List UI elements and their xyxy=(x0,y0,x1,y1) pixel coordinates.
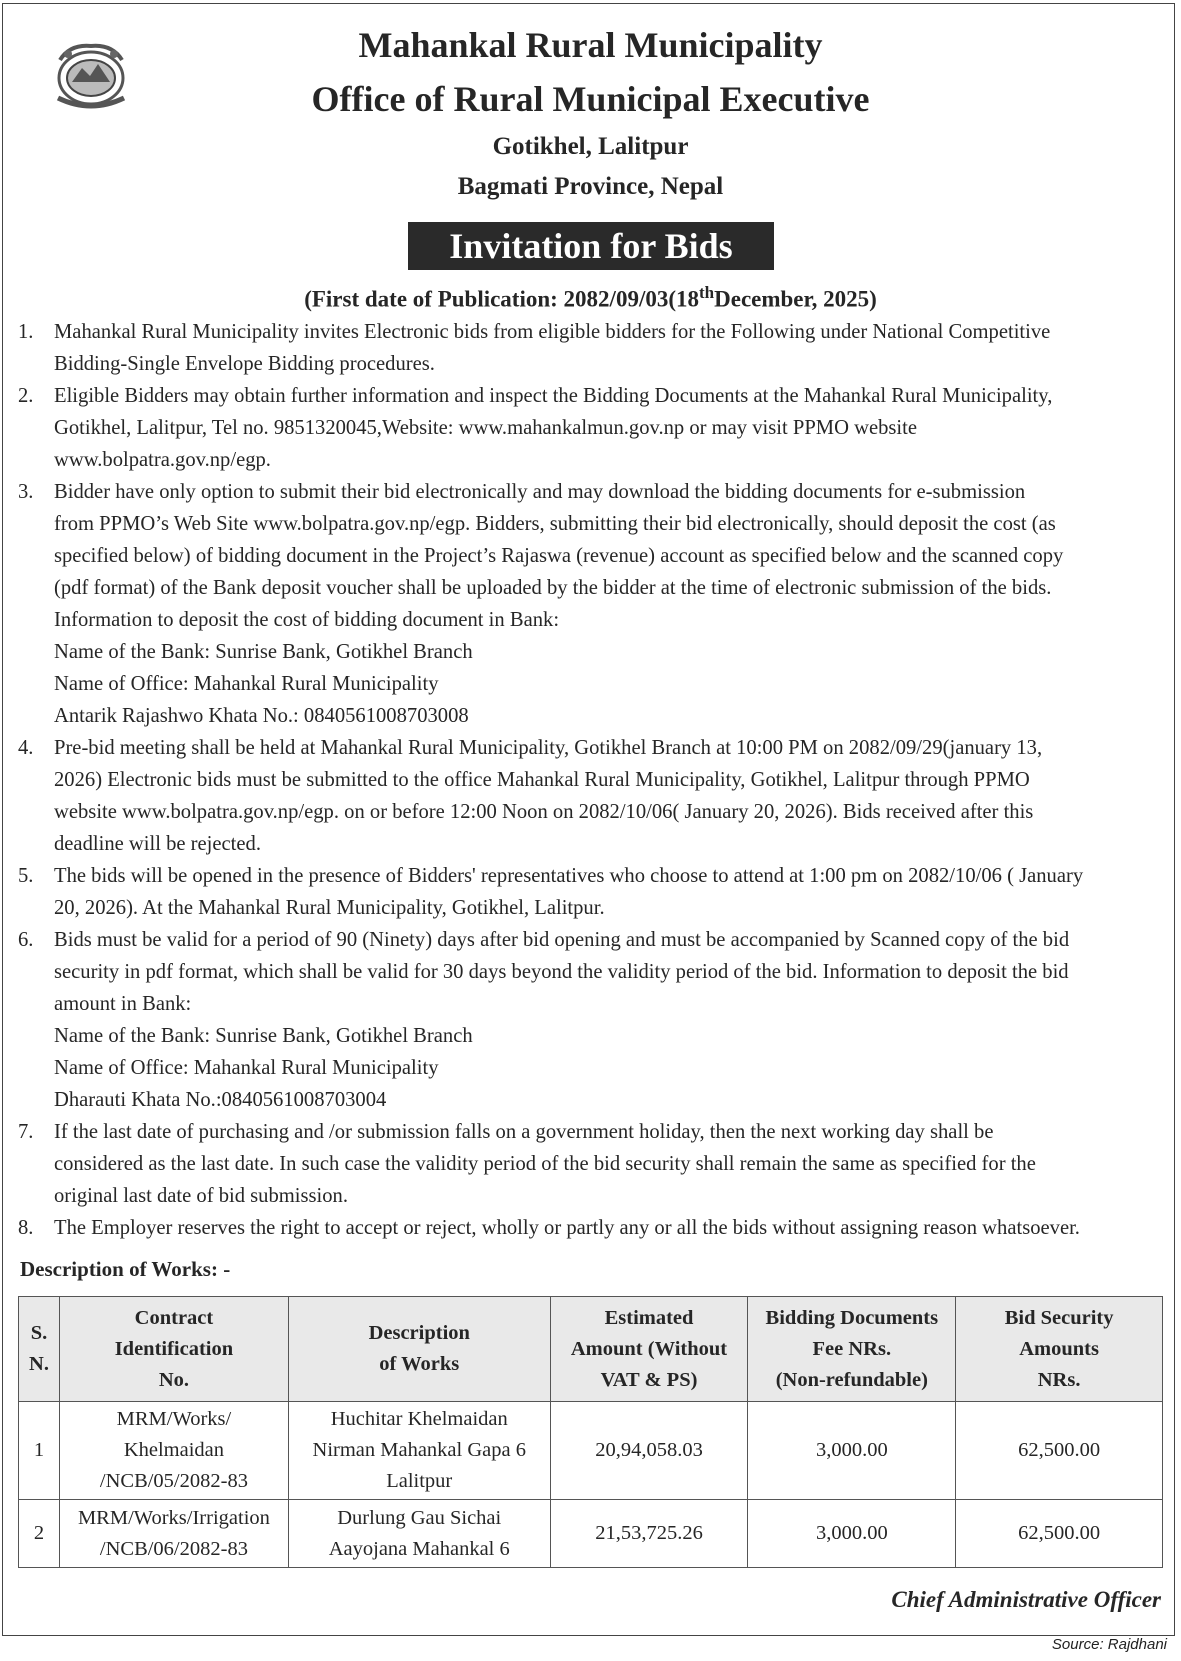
contract-id-cell-line: Khelmaidan xyxy=(123,1439,225,1461)
column-header-line: Identification xyxy=(114,1337,234,1360)
item-number: 6. xyxy=(18,929,34,951)
column-header-line: Description xyxy=(368,1322,470,1344)
list-item xyxy=(18,316,1163,380)
list-item xyxy=(18,1212,1163,1244)
column-header xyxy=(550,1297,748,1402)
estimated-amount-cell: 20,94,058.03 xyxy=(550,1402,748,1500)
item-line: If the last date of purchasing and /or submission falls on a government holiday, then the next working day shall be xyxy=(54,1121,994,1143)
item-line: amount in Bank: xyxy=(54,993,192,1015)
item-number: 1. xyxy=(18,321,34,343)
column-header xyxy=(59,1297,288,1402)
contract-id-cell-line: /NCB/05/2082-83 xyxy=(99,1470,248,1492)
description-cell xyxy=(288,1500,550,1568)
list-item xyxy=(18,380,1163,476)
item-line: Name of the Bank: Sunrise Bank, Gotikhel Branch xyxy=(54,1025,473,1047)
item-line: Bids must be valid for a period of 90 (Ninety) days after bid opening and must be accompanied by Scanned copy of the bid xyxy=(54,929,1070,951)
signatory-title: Chief Administrative Officer xyxy=(891,1587,1161,1612)
item-line: original last date of bid submission. xyxy=(54,1185,349,1207)
contract-id-cell xyxy=(59,1402,288,1500)
item-line: The bids will be opened in the presence of Bidders' representatives who choose to attend at 1:00 pm on 2082/10/06 ( January xyxy=(54,865,1084,887)
item-line: website www.bolpatra.gov.np/egp. on or before 12:00 Noon on 2082/10/06( January 20, 2026). Bids received after this xyxy=(54,801,1034,823)
notice-title-banner: Invitation for Bids xyxy=(408,222,774,270)
column-header xyxy=(956,1297,1163,1402)
column-header-line: Amounts xyxy=(1019,1337,1099,1360)
description-cell-line: Lalitpur xyxy=(386,1470,453,1492)
item-line: Name of Office: Mahankal Rural Municipality xyxy=(54,1057,439,1079)
item-line: Antarik Rajashwo Khata No.: 0840561008703008 xyxy=(54,705,469,727)
list-item xyxy=(18,476,1163,732)
item-line: from PPMO’s Web Site www.bolpatra.gov.np/egp. Bidders, submitting their bid electronically, should deposit the cost (as xyxy=(54,513,1056,535)
item-number: 2. xyxy=(18,385,34,407)
item-line: Mahankal Rural Municipality invites Electronic bids from eligible bidders for the Following under National Competitive xyxy=(54,321,1051,343)
source-credit: Source: Rajdhani xyxy=(1051,1636,1167,1653)
list-item xyxy=(18,732,1163,860)
estimated-amount-cell: 21,53,725.26 xyxy=(550,1500,748,1568)
item-line: The Employer reserves the right to accept or reject, wholly or partly any or all the bids without assigning reason whatsoever. xyxy=(54,1217,1080,1239)
item-line: www.bolpatra.gov.np/egp. xyxy=(54,449,271,471)
item-line: security in pdf format, which shall be valid for 30 days beyond the validity period of the bid. Information to deposit the bid xyxy=(54,961,1069,983)
works-heading: Description of Works: - xyxy=(20,1257,231,1281)
address-line-2: Bagmati Province, Nepal xyxy=(457,173,724,200)
column-header-line: Fee NRs. xyxy=(812,1337,892,1360)
column-header-line: NRs. xyxy=(1037,1368,1081,1391)
list-item xyxy=(18,1116,1163,1212)
item-line: specified below) of bidding document in the Project’s Rajaswa (revenue) account as specified below and the scanned copy xyxy=(54,545,1064,567)
item-line: Pre-bid meeting shall be held at Mahankal Rural Municipality, Gotikhel Branch at 10:00 PM on 2082/09/29(january 13, xyxy=(54,737,1043,759)
item-line: Eligible Bidders may obtain further information and inspect the Bidding Documents at the Mahankal Rural Municipality, xyxy=(54,385,1053,407)
description-cell-line: Nirman Mahankal Gapa 6 xyxy=(312,1439,526,1461)
serial-number-cell: 1 xyxy=(19,1402,60,1500)
item-number: 4. xyxy=(18,737,34,759)
table-row xyxy=(19,1500,1163,1568)
document-fee-cell: 3,000.00 xyxy=(748,1402,956,1500)
column-header-line: Bidding Documents xyxy=(765,1306,939,1329)
description-cell xyxy=(288,1402,550,1500)
column-header-line: (Non-refundable) xyxy=(775,1368,928,1391)
item-number: 7. xyxy=(18,1121,34,1143)
item-line: considered as the last date. In such case the validity period of the bid security shall remain the same as specified for the xyxy=(54,1153,1036,1175)
item-line: Information to deposit the cost of bidding document in Bank: xyxy=(54,609,560,631)
column-header xyxy=(288,1297,550,1402)
column-header-line: No. xyxy=(158,1368,190,1391)
column-header-line: Amount (Without xyxy=(570,1337,728,1360)
table-header-row xyxy=(19,1297,1163,1402)
description-cell-line: Durlung Gau Sichai xyxy=(337,1506,502,1529)
item-line: Bidder have only option to submit their bid electronically and may download the bidding documents for e-submission xyxy=(54,481,1026,503)
column-header-line: VAT & PS) xyxy=(600,1368,698,1391)
column-header-line: Contract xyxy=(134,1306,214,1329)
contract-id-cell xyxy=(59,1500,288,1568)
works-table xyxy=(18,1296,1163,1568)
item-number: 5. xyxy=(18,865,34,887)
office-title: Office of Rural Municipal Executive xyxy=(311,79,870,119)
column-header xyxy=(748,1297,956,1402)
bid-security-cell: 62,500.00 xyxy=(956,1500,1163,1568)
item-line: Gotikhel, Lalitpur, Tel no. 9851320045,Website: www.mahankalmun.gov.np or may visit PPMO website xyxy=(54,417,918,439)
item-number: 8. xyxy=(18,1217,34,1239)
item-number: 3. xyxy=(18,481,34,503)
document-fee-cell: 3,000.00 xyxy=(748,1500,956,1568)
contract-id-cell-line: MRM/Works/Irrigation xyxy=(77,1506,270,1529)
contract-id-cell-line: MRM/Works/ xyxy=(116,1408,232,1430)
notice-items xyxy=(18,316,1163,1244)
item-line: Bidding-Single Envelope Bidding procedures. xyxy=(54,353,435,375)
description-cell-line: Huchitar Khelmaidan xyxy=(330,1408,508,1430)
item-line: (pdf format) of the Bank deposit voucher shall be uploaded by the bidder at the time of electronic submission of the bids. xyxy=(54,577,1052,599)
item-line: Name of the Bank: Sunrise Bank, Gotikhel Branch xyxy=(54,641,473,663)
description-cell-line: Aayojana Mahankal 6 xyxy=(328,1537,510,1560)
item-line: 20, 2026). At the Mahankal Rural Municipality, Gotikhel, Lalitpur. xyxy=(54,897,605,919)
item-line: Dharauti Khata No.:0840561008703004 xyxy=(54,1089,387,1111)
column-header-line: of Works xyxy=(379,1353,460,1375)
list-item xyxy=(18,860,1163,924)
column-header-line: Bid Security xyxy=(1004,1306,1114,1329)
item-line: deadline will be rejected. xyxy=(54,833,261,855)
publication-date xyxy=(0,283,1181,313)
serial-number-cell: 2 xyxy=(19,1500,60,1568)
municipality-title: Mahankal Rural Municipality xyxy=(358,25,823,65)
address-line-1: Gotikhel, Lalitpur xyxy=(492,133,689,160)
table-body xyxy=(19,1402,1163,1568)
table-row xyxy=(19,1402,1163,1500)
item-line: Name of Office: Mahankal Rural Municipality xyxy=(54,673,439,695)
item-line: 2026) Electronic bids must be submitted to the office Mahankal Rural Municipality, Gotikhel, Lalitpur through PPMO xyxy=(54,769,1030,791)
column-header xyxy=(19,1297,60,1402)
contract-id-cell-line: /NCB/06/2082-83 xyxy=(99,1537,248,1560)
list-item xyxy=(18,924,1163,1116)
column-header-line: Estimated xyxy=(604,1306,694,1329)
bid-security-cell: 62,500.00 xyxy=(956,1402,1163,1500)
publication-superscript: th xyxy=(699,283,715,302)
column-header-line: S. xyxy=(30,1322,48,1344)
publication-suffix: December, 2025) xyxy=(714,286,877,312)
column-header-line: N. xyxy=(29,1353,49,1375)
publication-prefix: (First date of Publication: 2082/09/03(18 xyxy=(304,286,699,312)
